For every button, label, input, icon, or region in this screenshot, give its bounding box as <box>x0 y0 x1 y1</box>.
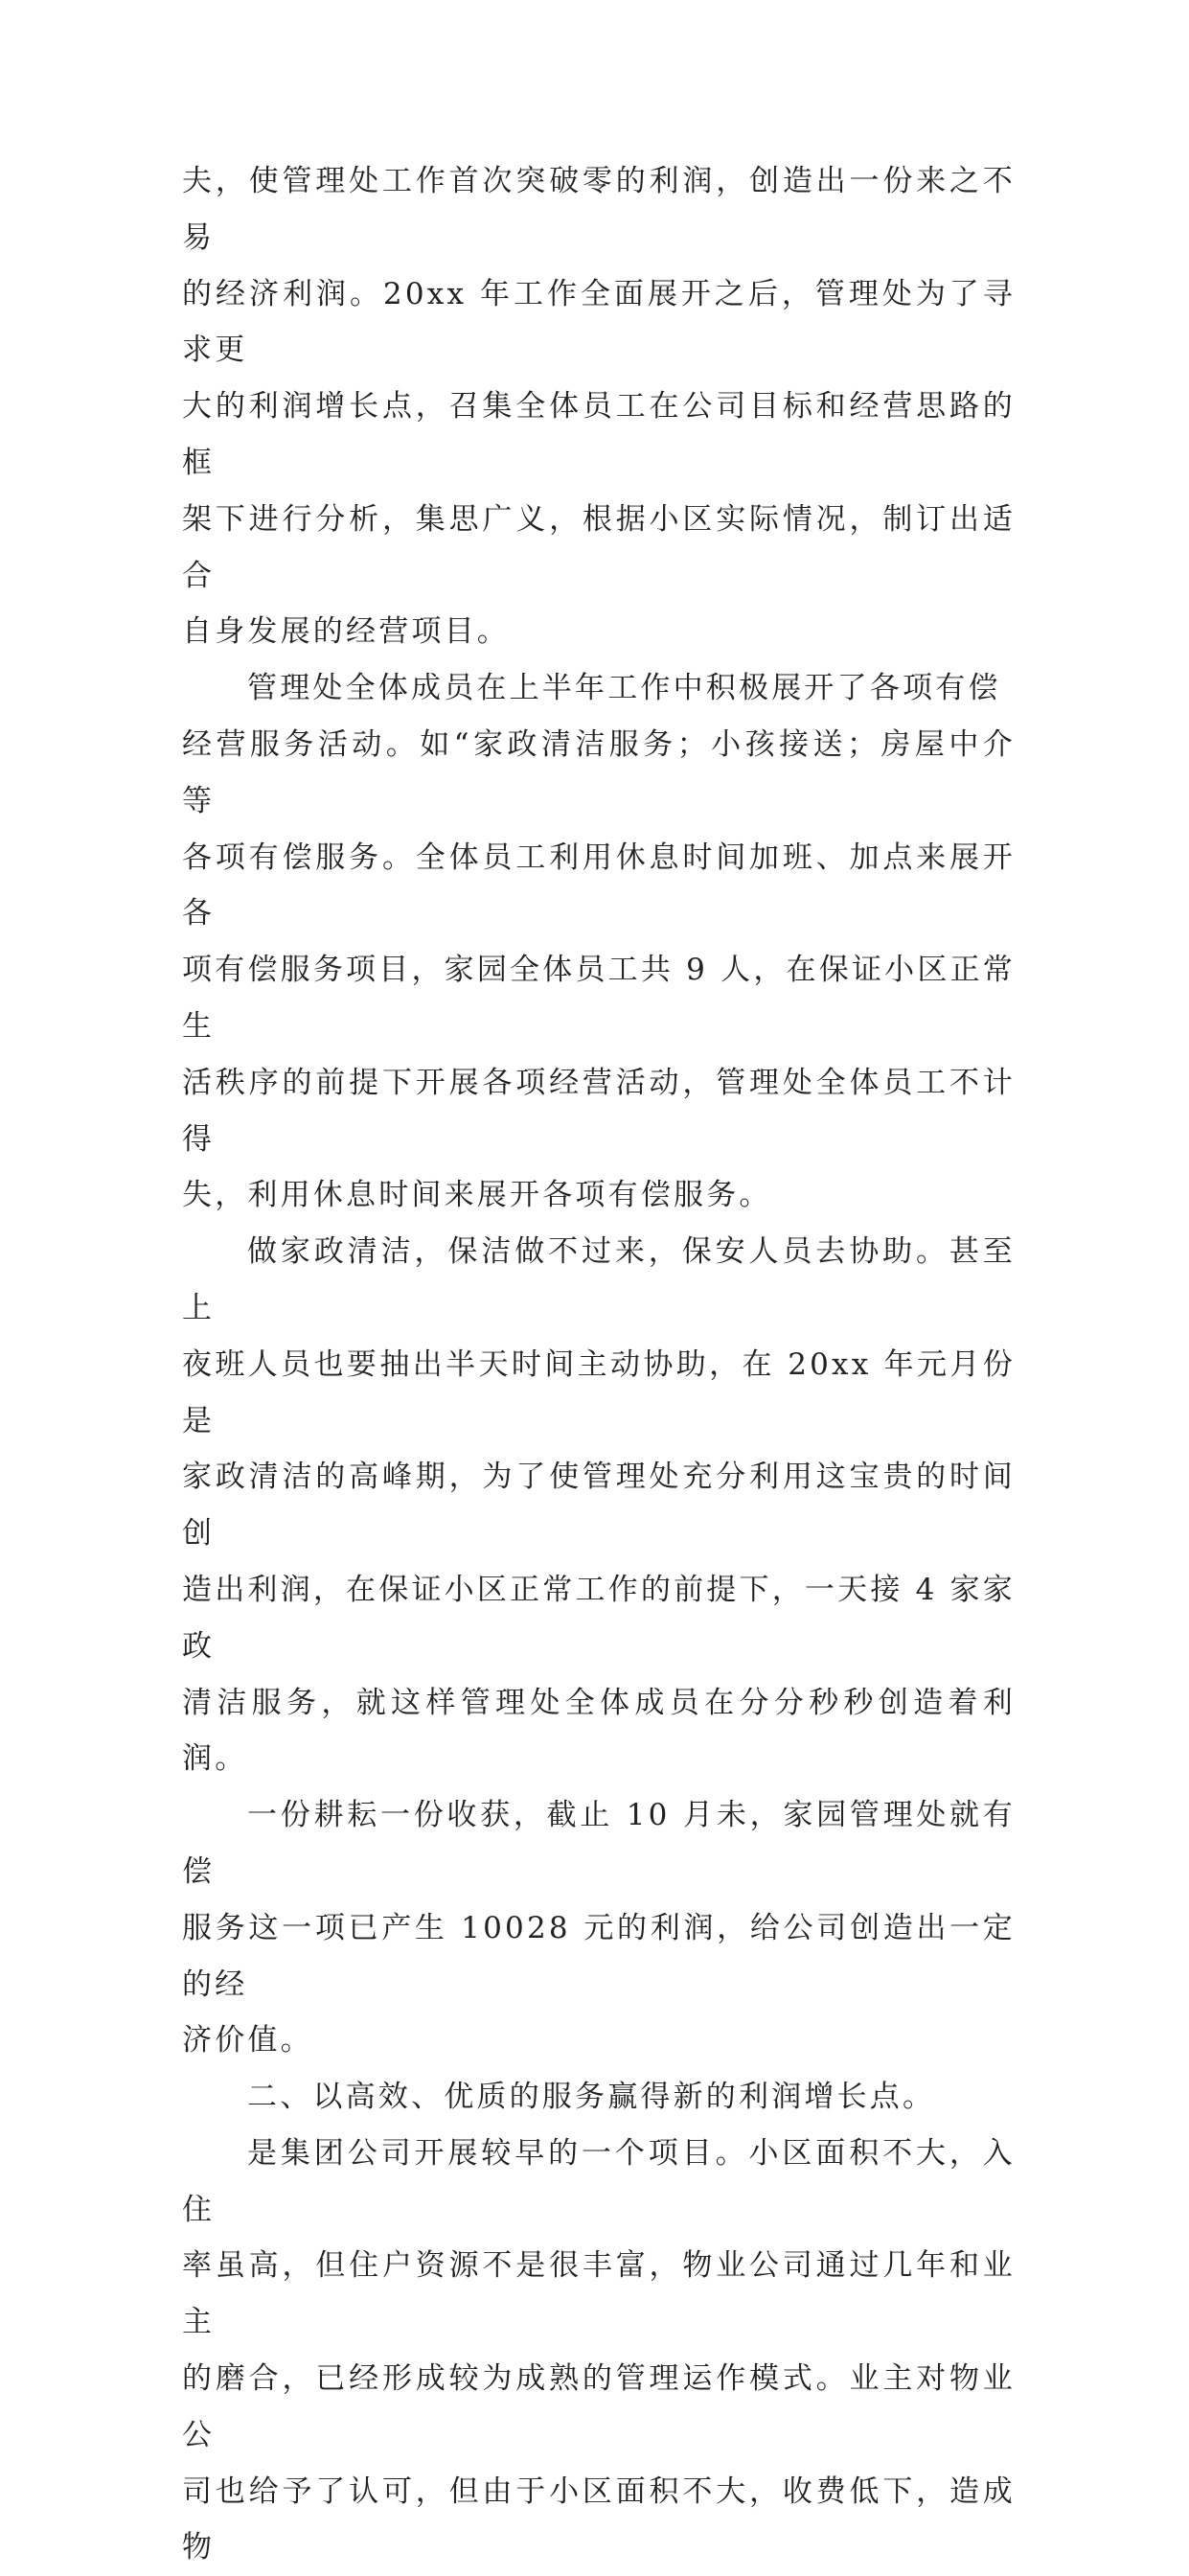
paragraph-2: 管理处全体成员在上半年工作中积极展开了各项有偿 经营服务活动。如“家政清洁服务；小孩接送；房屋中介等 各项有偿服务。全体员工利用休息时间加班、加点来展开各 项有偿服务项目，家园全体员工共 9 人，在保证小区正常生 活秩序的前提下开展各项经营活动，管理处全体员工不计得 失，利用休息时间来展开各项有偿服务。 <box>182 671 1016 1213</box>
paragraph-3: 做家政清洁，保洁做不过来，保安人员去协助。甚至上 夜班人员也要抽出半天时间主动协助，在 20xx 年元月份是 家政清洁的高峰期，为了使管理处充分利用这宝贵的时间创 造出利润，在保证小区正常工作的前提下，一天接 4 家家政 清洁服务，就这样管理处全体成员在分分秒秒创造着利润。 <box>182 1234 1016 1777</box>
paragraph-6: 是集团公司开展较早的一个项目。小区面积不大，入住 率虽高，但住户资源不是很丰富，物业公司通过几年和业主 的磨合，已经形成较为成熟的管理运作模式。业主对物业公 司也给予了认可，但由于小区面积不大，收费低下，造成物 <box>182 2135 1016 2565</box>
section-heading-2: 二、以高效、优质的服务赢得新的利润增长点。 <box>247 2080 936 2115</box>
paragraph-1: 夫，使管理处工作首次突破零的利润，创造出一份来之不易 的经济利润。20xx 年工作全面展开之后，管理处为了寻求更 大的利润增长点，召集全体员工在公司目标和经营思路的框 架下进行分析，集思广义，根据小区实际情况，制订出适合 自身发展的经营项目。 <box>182 164 1016 650</box>
paragraph-4: 一份耕耘一份收获，截止 10 月未，家园管理处就有偿 服务这一项已产生 10028 元的利润，给公司创造出一定的经 济价值。 <box>182 1798 1016 2058</box>
document-body <box>182 153 1016 2576</box>
